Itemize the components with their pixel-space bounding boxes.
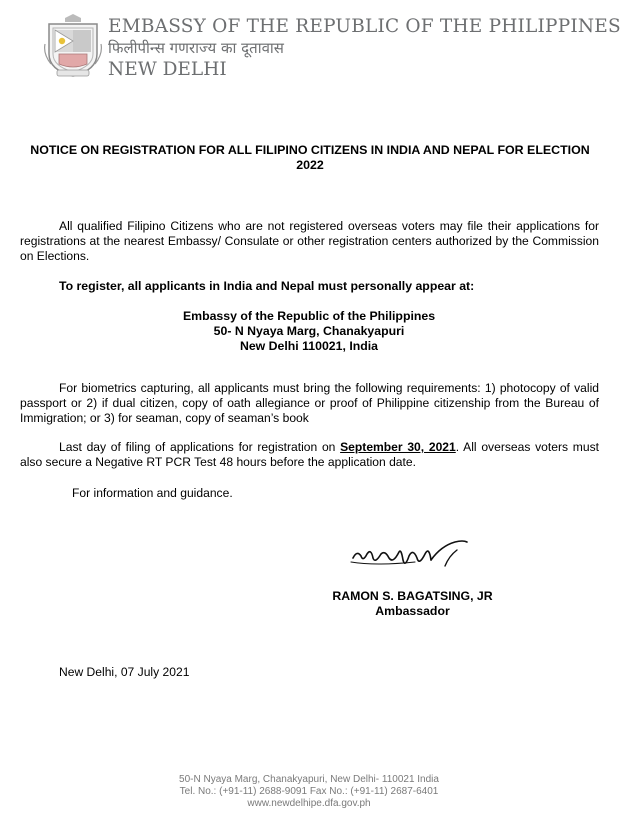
letterhead-hindi-name: फिलीपीन्स गणराज्य का दूतावास (108, 39, 284, 57)
deadline-text-before: Last day of filing of applications for registration on (59, 440, 341, 454)
footer (100, 774, 518, 810)
signature-icon (345, 536, 475, 576)
signatory-position: Ambassador (375, 604, 450, 618)
address-line-2: 50- N Nyaya Marg, Chanakyapuri (213, 324, 405, 338)
signatory-block (300, 589, 525, 619)
register-instruction: To register, all applicants in India and Nepal must personally appear at: (59, 279, 475, 293)
letterhead-embassy-name: EMBASSY OF THE REPUBLIC OF THE PHILIPPINES (108, 16, 621, 37)
registration-paragraph: All qualified Filipino Citizens who are not registered overseas voters may file their applications for registrations at the nearest Embassy/ Consulate or other registration centers authorized by the Commission on Elections. (20, 219, 599, 263)
deadline-text-after: . All overseas voters must also secure a Negative RT PCR Test 48 hours before the application date. (20, 440, 599, 469)
address-line-3: New Delhi 110021, India (239, 339, 379, 353)
biometrics-paragraph: For biometrics capturing, all applicants must bring the following requirements: 1) photocopy of valid passport or 2) if dual citizen, copy of oath allegiance or proof of Philippine citizenship from the Bureau of Immigration; or 3) for seaman, copy of seaman’s book (20, 381, 599, 425)
letterhead-city: NEW DELHI (108, 59, 227, 80)
footer-website[interactable]: www.newdelhipe.dfa.gov.ph (247, 798, 371, 809)
embassy-seal-icon (43, 14, 103, 78)
footer-address: 50-N Nyaya Marg, Chanakyapuri, New Delhi- 110021 India (179, 774, 439, 785)
place-date: New Delhi, 07 July 2021 (59, 665, 190, 679)
deadline-date: September 30, 2021 (340, 440, 456, 454)
notice-title: NOTICE ON REGISTRATION FOR ALL FILIPINO CITIZENS IN INDIA AND NEPAL FOR ELECTION 2022 (30, 143, 590, 172)
letterhead (108, 16, 621, 81)
address-line-1: Embassy of the Republic of the Philippines (182, 309, 436, 323)
deadline-paragraph (20, 440, 599, 470)
embassy-address-block (100, 309, 518, 354)
information-line: For information and guidance. (72, 486, 233, 500)
signatory-name: RAMON S. BAGATSING, JR (332, 589, 493, 603)
footer-phone: Tel. No.: (+91-11) 2688-9091 Fax No.: (+91-11) 2687-6401 (179, 786, 439, 797)
